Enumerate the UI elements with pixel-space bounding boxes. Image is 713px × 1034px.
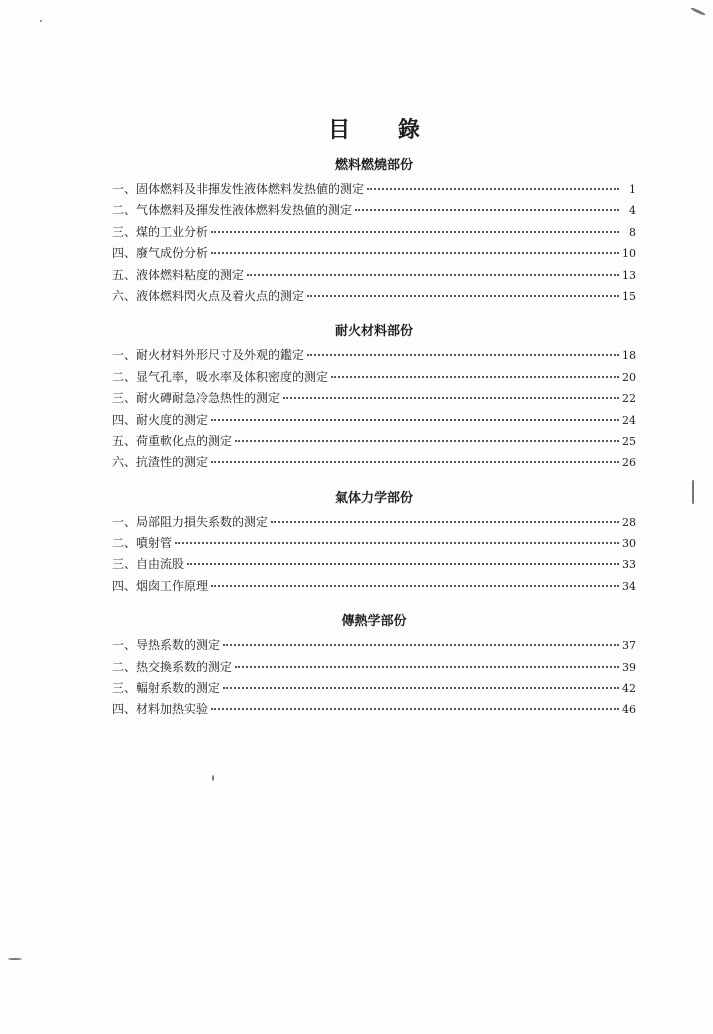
section-heading: 耐火材料部份: [334, 324, 413, 340]
dot-leader: [211, 419, 619, 421]
entry-title: 液体燃料粘度的测定: [136, 267, 245, 282]
dot-leader: [223, 644, 619, 646]
entry-number: 四、: [112, 246, 137, 261]
entry-page: 25: [622, 434, 636, 448]
entry-title: 材料加热实验: [136, 702, 209, 717]
dot-leader: [211, 231, 619, 233]
entry-title: 自由流股: [136, 557, 185, 572]
entry-page: 46: [622, 703, 636, 717]
toc-section-refractory-materials: [112, 322, 636, 474]
toc-entry[interactable]: [112, 346, 636, 367]
entry-page: 18: [622, 349, 636, 363]
scan-speck: [212, 775, 214, 781]
entry-title: 固体燃料及非揮发性液体燃料发热値的测定: [136, 182, 365, 196]
entry-number: 二、: [112, 203, 137, 218]
dot-leader: [247, 274, 619, 276]
toc-entry[interactable]: [112, 453, 636, 474]
dot-leader: [271, 521, 619, 523]
entry-title: 噴射管: [136, 536, 173, 551]
dot-leader: [211, 708, 619, 710]
entry-page: 4: [629, 204, 636, 218]
dot-leader: [211, 585, 619, 587]
entry-number: 一、: [112, 182, 137, 196]
toc-entry[interactable]: [112, 513, 636, 534]
entry-title: 煤的工业分析: [136, 224, 209, 239]
entry-page: 10: [622, 247, 636, 261]
toc-entry[interactable]: [112, 389, 636, 410]
toc-entry[interactable]: [112, 700, 636, 721]
toc-title: 目 錄: [328, 117, 440, 143]
entry-number: 四、: [112, 412, 137, 427]
toc-entry[interactable]: [112, 266, 636, 287]
toc-section-fuel-combustion: [112, 156, 636, 308]
dot-leader: [331, 376, 619, 378]
entry-page: 13: [622, 268, 636, 282]
dot-leader: [211, 461, 619, 463]
toc-entry[interactable]: [112, 577, 636, 598]
dot-leader: [211, 252, 619, 254]
toc-entry[interactable]: [112, 180, 636, 201]
scan-speck: [40, 20, 42, 22]
entry-title: 显气孔率，吸水率及体积密度的测定: [136, 369, 329, 384]
section-heading: 燃料燃燒部份: [334, 158, 413, 173]
entry-page: 37: [622, 639, 636, 653]
entry-title: 液体燃料閃火点及着火点的测定: [136, 288, 305, 303]
toc-entry[interactable]: [112, 201, 636, 222]
entry-title: 抗渣性的测定: [136, 455, 209, 470]
dot-leader: [307, 295, 619, 297]
entry-number: 五、: [112, 267, 137, 282]
entry-page: 8: [629, 225, 636, 239]
scan-speck: [690, 7, 706, 16]
section-heading: 氣体力学部份: [334, 490, 413, 506]
entry-number: 三、: [112, 681, 137, 696]
toc-section-gas-mechanics: [112, 489, 636, 599]
toc-entry[interactable]: [112, 287, 636, 308]
entry-number: 四、: [112, 578, 137, 593]
entry-title: 气体燃料及揮发性液体燃料发热値的测定: [136, 203, 353, 218]
dot-leader: [367, 188, 619, 190]
entry-number: 二、: [112, 536, 137, 551]
dot-leader: [235, 666, 619, 668]
entry-number: 二、: [112, 659, 137, 674]
entry-number: 五、: [112, 433, 137, 448]
dot-leader: [283, 397, 619, 399]
dot-leader: [355, 209, 619, 211]
entry-title: 廢气成份分析: [136, 246, 209, 261]
toc-entry[interactable]: [112, 368, 636, 389]
entry-page: 1: [629, 183, 636, 196]
entry-number: 一、: [112, 514, 137, 529]
toc-entry[interactable]: [112, 636, 636, 657]
toc-entry[interactable]: [112, 555, 636, 576]
toc-entry[interactable]: [112, 244, 636, 265]
dot-leader: [307, 354, 619, 356]
toc-entry[interactable]: [112, 534, 636, 555]
entry-page: 39: [622, 660, 636, 674]
entry-page: 30: [622, 537, 636, 551]
dot-leader: [175, 542, 619, 544]
entry-title: 导热系数的测定: [136, 638, 221, 653]
entry-title: 热交換系数的测定: [136, 659, 233, 674]
entry-title: 耐火磚耐急冷急热性的测定: [136, 391, 281, 406]
entry-title: 局部阻力損失系数的测定: [136, 514, 269, 529]
toc-entry[interactable]: [112, 432, 636, 453]
dot-leader: [223, 687, 619, 689]
entry-number: 六、: [112, 288, 137, 303]
table-of-contents: [112, 112, 636, 736]
entry-number: 三、: [112, 391, 137, 406]
entry-page: 22: [622, 392, 636, 406]
entry-number: 一、: [112, 348, 137, 363]
entry-number: 三、: [112, 224, 137, 239]
entry-page: 28: [622, 515, 636, 529]
scan-speck: [8, 958, 22, 960]
dot-leader: [235, 440, 619, 442]
toc-entry[interactable]: [112, 223, 636, 244]
entry-page: 42: [622, 682, 636, 696]
entry-page: 15: [622, 289, 636, 303]
entry-page: 24: [622, 413, 636, 427]
entry-page: 26: [622, 456, 636, 470]
entry-title: 耐火材料外形尺寸及外观的鑑定: [136, 348, 305, 363]
entry-title: 輻射系数的测定: [136, 681, 221, 696]
scan-speck: [692, 480, 694, 504]
entry-number: 二、: [112, 369, 137, 384]
toc-section-heat-transfer: [112, 612, 636, 722]
entry-page: 20: [622, 370, 636, 384]
toc-entry[interactable]: [112, 679, 636, 700]
entry-page: 34: [622, 579, 636, 593]
toc-entry[interactable]: [112, 658, 636, 679]
entry-title: 烟囱工作原理: [136, 578, 209, 593]
toc-entry[interactable]: [112, 411, 636, 432]
entry-title: 荷重軟化点的测定: [136, 433, 233, 448]
entry-page: 33: [622, 558, 636, 572]
entry-number: 三、: [112, 557, 137, 572]
entry-title: 耐火度的测定: [136, 412, 209, 427]
entry-number: 四、: [112, 702, 137, 717]
entry-number: 六、: [112, 455, 137, 470]
dot-leader: [187, 563, 619, 565]
section-heading: 傳熱学部份: [341, 614, 407, 630]
entry-number: 一、: [112, 638, 137, 653]
